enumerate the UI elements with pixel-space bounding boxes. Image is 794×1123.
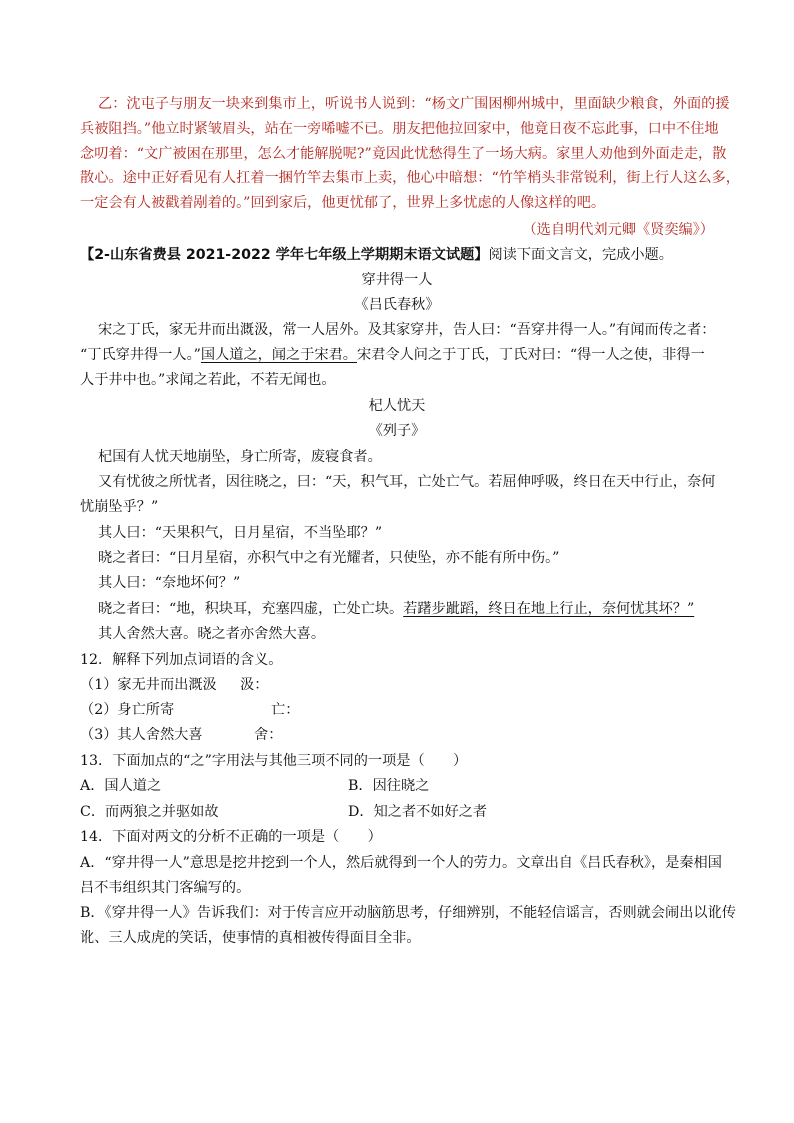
text2-line-8: 其人舍然大喜。晓之者亦舍然大喜。: [98, 626, 326, 642]
question-set-header: [80, 243, 673, 267]
text2-line-4: 其人曰：“天果积气，日月星宿，不当坠耶？”: [98, 525, 383, 541]
text2-source: 《列子》: [368, 423, 426, 439]
passage-yi-line-5: 一定会有人被戳着剐着的。”回到家后，他更忧郁了，世界上多忧虑的人像这样的吧。: [80, 195, 606, 211]
text2-line-2: 又有忧彼之所忧者，因往晓之，曰：“天，积气耳，亡处亡气。若屈伸呼吸，终日在天中行止，奈何: [98, 474, 716, 490]
q12-item-3-answer-label: 舍：: [254, 727, 283, 743]
passage-yi-line-3b: “文广被困在那里，怎么才能解脱呢?”竟因此忧愁得生了一场大病。家里人劝他到外面走走，散: [136, 146, 727, 162]
q14-option-a-line-1: A．“穿井得一人”意思是挖井挖到一个人，然后就得到一个人的劳力。文章出自《吕氏春秋》，是秦相国: [80, 855, 722, 871]
q12-item-2-answer-label: 亡：: [271, 702, 300, 718]
text1-line-1: 宋之丁氏，家无井而出溉汲，常一人居外。及其家穿井，告人曰：“吾穿井得一人。”有闻而传之者：: [98, 322, 716, 338]
text2-title: 杞人忧天: [368, 398, 426, 414]
passage-yi-line-3: [80, 142, 726, 166]
q12-stem: 12．解释下列加点词语的含义。: [80, 652, 283, 668]
q13-option-c: C．而两狼之并驱如故: [80, 804, 219, 820]
text2-line-1: 杞国有人忧天地崩坠，身亡所寄，废寝食者。: [98, 449, 382, 465]
text2-line-7: [98, 597, 694, 621]
text2-line-6: 其人曰：“奈地坏何？”: [98, 575, 241, 591]
q12-item-3: （3）其人舍然大喜: [80, 727, 203, 743]
text1-title: 穿井得一人: [361, 272, 433, 288]
q14-stem: 14．下面对两文的分析不正确的一项是（ ）: [80, 829, 382, 845]
question-set-instruction: 阅读下面文言文，完成小题。: [488, 247, 673, 263]
q14-option-a-line-2: 吕不韦组织其门客编写的。: [80, 880, 251, 896]
q13-option-b: B．因往晓之: [348, 778, 430, 794]
passage-yi-line-3a: 念叨着：: [80, 146, 137, 162]
text1-underlined-sentence: 国人道之，闻之于宋君。: [200, 347, 357, 363]
q14-option-b-line-2: 讹、三人成虎的笑话，使事情的真相被传得面目全非。: [80, 930, 421, 946]
text1-line-2b: 宋君令人问之于丁氏，丁氏对曰：“得一人之使，非得一: [357, 347, 705, 363]
q12-item-1-answer-label: 汲：: [240, 677, 269, 693]
text2-line-5: 晓之者曰：“日月星宿，亦积气中之有光耀者，只使坠，亦不能有所中伤。”: [98, 550, 560, 566]
q13-stem: 13．下面加点的“之”字用法与其他三项不同的一项是（ ）: [80, 753, 468, 769]
passage-yi-line-2: 兵被阻挡。”他立时紧皱眉头，站在一旁唏嘘不已。朋友把他拉回家中，他竟日夜不忘此事，口中不住地: [80, 121, 719, 137]
text1-line-2: [80, 343, 705, 367]
q14-option-b-line-1: B．《穿井得一人》告诉我们：对于传言应开动脑筋思考，仔细辨别，不能轻信谣言，否则就会闹出以讹传: [80, 905, 736, 921]
text2-underlined-sentence: 若躇步跐蹈，终日在地上行止，奈何忧其坏？”: [403, 601, 695, 617]
text1-line-2a: “丁氏穿井得一人。”: [80, 347, 201, 363]
text2-line-7a: 晓之者曰：“地，积块耳，充塞四虚，亡处亡块。: [98, 601, 404, 617]
passage-yi-line-4: 散心。途中正好看见有人扛着一捆竹竿去集市上卖，他心中暗想：“竹竿梢头非常锐利，街上行人这么多，: [80, 170, 740, 186]
q12-item-2: （2）身亡所寄: [80, 702, 175, 718]
passage-yi-source: （选自明代刘元卿《贤奕编》）: [522, 222, 714, 238]
text2-line-3: 忧崩坠乎？”: [80, 499, 159, 515]
q13-option-d: D．知之者不如好之者: [348, 804, 488, 820]
text1-line-3: 人于井中也。”求闻之若此，不若无闻也。: [80, 372, 336, 388]
question-set-source: 【2-山东省费县 2021-2022 学年七年级上学期期末语文试题】: [80, 247, 489, 263]
text1-source: 《吕氏春秋》: [354, 297, 440, 313]
q13-option-a: A．国人道之: [80, 778, 162, 794]
q12-item-1: （1）家无井而出溉汲: [80, 677, 217, 693]
passage-yi-line-1: 乙：沈屯子与朋友一块来到集市上，听说书人说到：“杨文广围困柳州城中，里面缺少粮食，外面的援: [98, 96, 730, 112]
